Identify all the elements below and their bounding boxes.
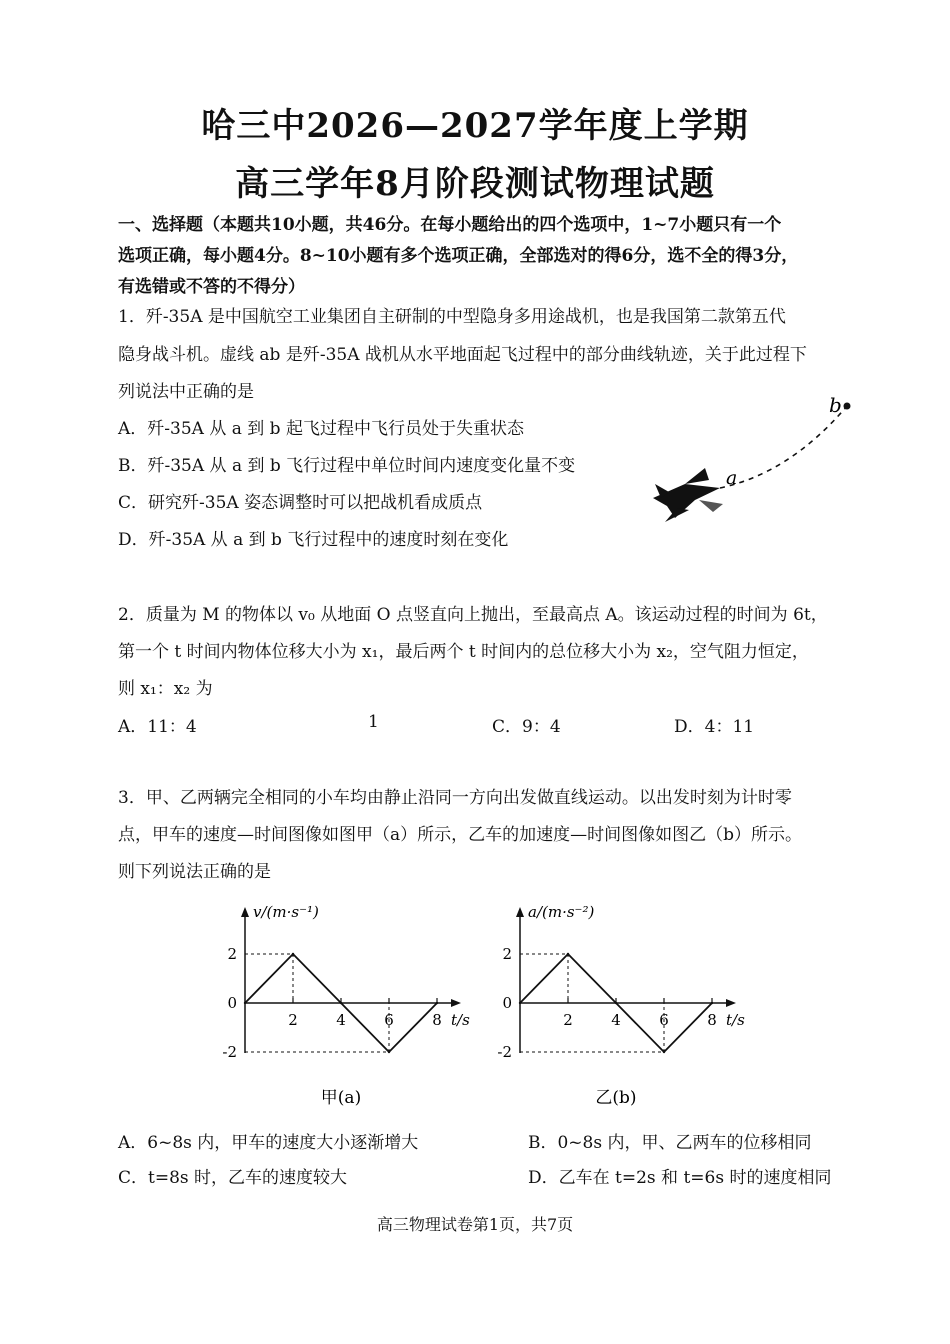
section-line-2: 选项正确，每小题4分。8~10小题有多个选项正确，全部选对的得6分，选不全的得3分， (118, 246, 799, 266)
q1-option-a: A．歼-35A 从 a 到 b 起飞过程中飞行员处于失重状态 (118, 419, 524, 439)
q2-line-3: 则 x₁：x₂ 为 (118, 679, 213, 699)
q1-option-d: D．歼-35A 从 a 到 b 飞行过程中的速度时刻在变化 (118, 530, 509, 550)
series-point (663, 1051, 665, 1053)
q1-trajectory-figure (625, 388, 865, 548)
x-tick-label: 2 (563, 1011, 573, 1029)
x-tick-label: 6 (384, 1011, 394, 1029)
y-axis-label: v/(m·s⁻¹) (253, 903, 319, 921)
jet-fighter-icon (653, 468, 723, 522)
y-axis-arrow (241, 907, 249, 917)
x-tick-label: 4 (336, 1011, 346, 1029)
q1-option-b: B．歼-35A 从 a 到 b 飞行过程中单位时间内速度变化量不变 (118, 456, 576, 476)
series-point (436, 1002, 438, 1004)
section-instructions (118, 210, 858, 303)
q2-option-c: C．9：4 (492, 717, 561, 737)
q2-option-a: A．11：4 (118, 717, 197, 737)
q1-line-2: 隐身战斗机。虚线 ab 是歼-35A 战机从水平地面起飞过程中的部分曲线轨迹，关于此过程下 (118, 345, 807, 365)
y-tick-label: 2 (502, 945, 512, 963)
q3-option-b: B．0~8s 内，甲、乙两车的位移相同 (528, 1133, 812, 1153)
y-axis-arrow (516, 907, 524, 917)
x-tick-label: 4 (611, 1011, 621, 1029)
q3-option-c: C．t=8s 时，乙车的速度较大 (118, 1168, 348, 1188)
x-tick-label: 8 (707, 1011, 717, 1029)
q3-option-d: D．乙车在 t=2s 和 t=6s 时的速度相同 (528, 1168, 832, 1188)
series-point (615, 1002, 617, 1004)
series-point (244, 1002, 246, 1004)
series-point (567, 953, 569, 955)
chart-a (205, 895, 495, 1115)
q2-line-1: 2．质量为 M 的物体以 v₀ 从地面 O 点竖直向上抛出，至最高点 A。该运动过程的时间为 6t， (118, 605, 828, 625)
series-point (340, 1002, 342, 1004)
x-tick-label: 6 (659, 1011, 669, 1029)
section-line-1: 一、选择题（本题共10小题，共46分。在每小题给出的四个选项中，1~7小题只有一个 (118, 215, 782, 235)
q1-line-3: 列说法中正确的是 (118, 382, 254, 402)
q3-line-1: 3．甲、乙两辆完全相同的小车均由静止沿同一方向出发做直线运动。以出发时刻为计时零 (118, 788, 792, 808)
q3-line-3: 则下列说法正确的是 (118, 862, 271, 882)
y-tick-label: -2 (497, 1043, 512, 1061)
point-b-dot (844, 403, 851, 410)
q2-option-d: D．4：11 (674, 717, 755, 737)
page-footer: 高三物理试卷第1页，共7页 (376, 1215, 574, 1234)
exam-title-line1: 哈三中2026—2027学年度上学期 (201, 106, 749, 146)
series-point (519, 1002, 521, 1004)
chart-caption: 甲(a) (320, 1088, 362, 1108)
x-axis-arrow (726, 999, 736, 1007)
point-a-label: a (726, 467, 738, 489)
q3-option-a: A．6~8s 内，甲车的速度大小逐渐增大 (118, 1133, 419, 1153)
q1-option-c: C．研究歼-35A 姿态调整时可以把战机看成质点 (118, 493, 483, 513)
section-line-3: 有选错或不答的不得分） (118, 277, 305, 297)
y-tick-label: 0 (227, 994, 237, 1012)
x-axis-label: t/s (726, 1011, 745, 1029)
q2-option-b: 1 (368, 712, 379, 732)
x-axis-label: t/s (451, 1011, 470, 1029)
series-point (292, 953, 294, 955)
q1-line-1: 1．歼-35A 是中国航空工业集团自主研制的中型隐身多用途战机，也是我国第二款第五代 (118, 307, 786, 327)
q3-line-2: 点，甲车的速度—时间图像如图甲（a）所示，乙车的加速度—时间图像如图乙（b）所示。 (118, 825, 803, 845)
trajectory-dashed-curve (720, 406, 847, 488)
exam-title-line2: 高三学年8月阶段测试物理试题 (235, 164, 715, 204)
series-point (388, 1051, 390, 1053)
x-tick-label: 2 (288, 1011, 298, 1029)
y-tick-label: -2 (222, 1043, 237, 1061)
chart-caption: 乙(b) (595, 1088, 637, 1108)
chart-b (480, 895, 770, 1115)
y-tick-label: 0 (502, 994, 512, 1012)
x-axis-arrow (451, 999, 461, 1007)
y-tick-label: 2 (227, 945, 237, 963)
point-b-label: b (829, 393, 842, 417)
q2-line-2: 第一个 t 时间内物体位移大小为 x₁，最后两个 t 时间内的总位移大小为 x₂，空气阻力恒定， (118, 642, 809, 662)
y-axis-label: a/(m·s⁻²) (528, 903, 595, 921)
x-tick-label: 8 (432, 1011, 442, 1029)
series-point (711, 1002, 713, 1004)
